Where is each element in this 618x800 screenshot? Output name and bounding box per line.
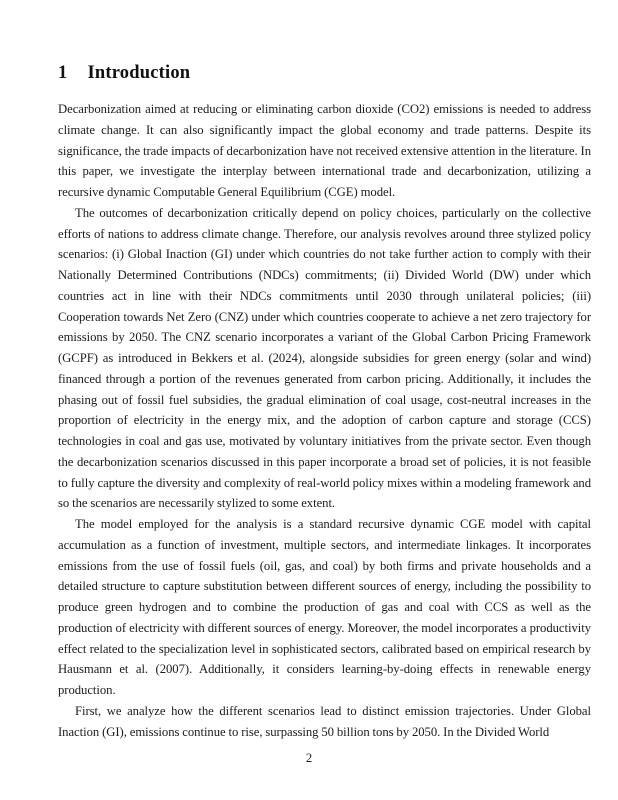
paragraph-intro-2: The outcomes of decarbonization critically depend on policy choices, particularly on the collective efforts of nations to address climate change. Therefore, our analysis revolves around three stylized policy scenarios: (i) Global Inaction (GI) under which countries do not take further action to comply with their Nationally Determined Contributions (NDCs) commitments; (ii) Divided World (DW) under which countries act in line with their NDCs commitments until 2030 through unilateral policies; (iii) Cooperation towards Net Zero (CNZ) under which countries cooperate to achieve a net zero trajectory for emissions by 2050. The CNZ scenario incorporates a variant of the Global Carbon Pricing Framework (GCPF) as introduced in Bekkers et al. (2024), alongside subsidies for green energy (solar and wind) financed through a portion of the revenues generated from carbon pricing. Additionally, it includes the phasing out of fossil fuel subsidies, the gradual elimination of coal usage, cost-neutral increases in the proportion of electricity in the energy mix, and the adoption of carbon capture and storage (CCS) technologies in coal and gas use, motivated by voluntary initiatives from the private sector. Even though the decarbonization scenarios discussed in this paper incorporate a broad set of policies, it is not feasible to fully capture the diversity and complexity of real-world policy mixes within a modeling framework and so the scenarios are necessarily stylized to some extent.: [58, 205, 591, 511]
section-title: Introduction: [87, 63, 191, 83]
section-number: 1: [58, 63, 68, 83]
page-number: 2: [305, 751, 313, 765]
page-content: [58, 62, 591, 742]
section-heading: [58, 62, 591, 84]
paragraph-intro-4: First, we analyze how the different scenarios lead to distinct emission trajectories. Under Global Inaction (GI), emissions continue to rise, surpassing 50 billion tons by 2050. In the Divided World: [58, 703, 591, 739]
paragraph-intro-3: The model employed for the analysis is a standard recursive dynamic CGE model with capital accumulation as a function of investment, multiple sectors, and intermediate linkages. It incorporates emissions from the use of fossil fuels (oil, gas, and coal) by both firms and private households and a detailed structure to capture substitution between different sources of energy, including the possibility to produce green hydrogen and to combine the production of gas and coal with CCS as well as the production of electricity with different sources of energy. Moreover, the model incorporates a productivity effect related to the specialization level in sophisticated sectors, calibrated based on empirical research by Hausmann et al. (2007). Additionally, it considers learning-by-doing effects in renewable energy production.: [58, 517, 591, 697]
paragraph-intro-1: Decarbonization aimed at reducing or eliminating carbon dioxide (CO2) emissions is needed to address climate change. It can also significantly impact the global economy and trade patterns. Despite its significance, the trade impacts of decarbonization have not received extensive attention in the literature. In this paper, we investigate the interplay between international trade and decarbonization, utilizing a recursive dynamic Computable General Equilibrium (CGE) model.: [58, 102, 591, 199]
